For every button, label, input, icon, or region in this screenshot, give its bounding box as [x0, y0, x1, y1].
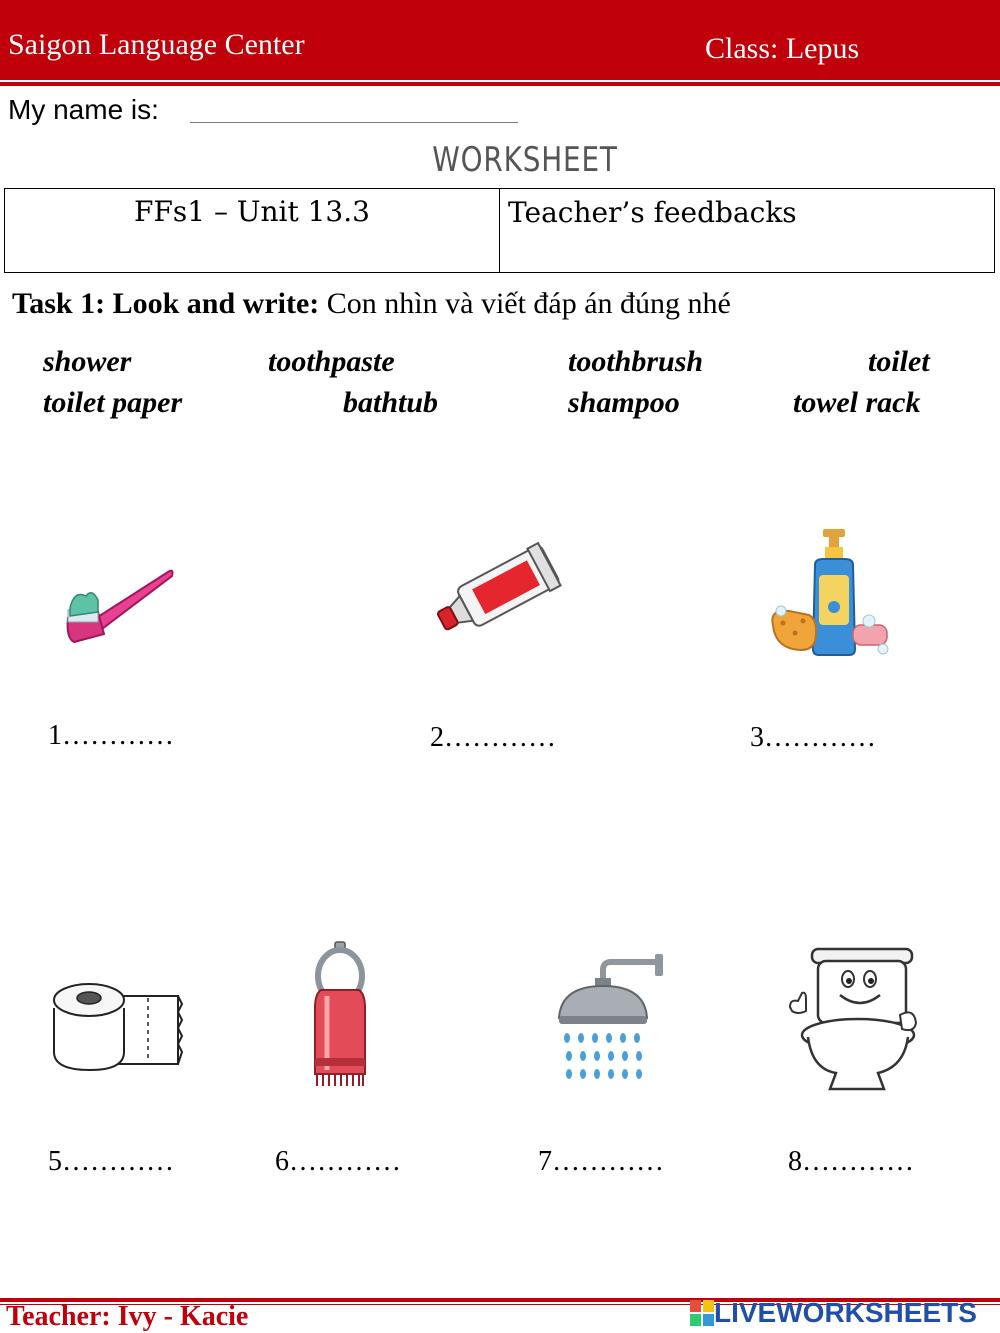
word-bank-item: shower [43, 345, 132, 378]
liveworksheets-logo-text: LIVEWORKSHEETS [714, 1297, 977, 1328]
info-table [4, 188, 995, 273]
toilet-picture [788, 945, 920, 1095]
feedback-cell: Teacher’s feedbacks [508, 196, 797, 229]
word-bank-item: shampoo [568, 386, 680, 419]
teacher-name: Teacher: Ivy - Kacie [6, 1301, 249, 1332]
name-input-line[interactable] [190, 122, 518, 123]
liveworksheets-logo-icon [690, 1300, 714, 1326]
word-bank-item: toilet [868, 345, 930, 378]
answer-blank-7[interactable]: 7………… [538, 1146, 664, 1177]
toothpaste-picture [432, 535, 567, 647]
answer-blank-1[interactable]: 1………… [48, 720, 174, 751]
word-bank-item: towel rack [793, 386, 921, 419]
word-bank-item: bathtub [343, 386, 439, 419]
task-label: Task 1: Look and write: [12, 287, 320, 320]
shampoo-picture [765, 525, 895, 660]
word-bank-item: toilet paper [43, 386, 183, 419]
word-bank-item: toothpaste [268, 345, 395, 378]
center-name: Saigon Language Center [8, 28, 305, 61]
answer-blank-6[interactable]: 6………… [275, 1146, 401, 1177]
task-instruction: Con nhìn và viết đáp án đúng nhé [326, 287, 731, 320]
shower-picture [555, 952, 667, 1084]
toothbrush-picture [50, 560, 180, 655]
name-label: My name is: [8, 94, 159, 125]
unit-cell: FFs1 – Unit 13.3 [5, 189, 500, 272]
towel-rack-picture [305, 940, 375, 1095]
answer-blank-2[interactable]: 2………… [430, 722, 556, 753]
answer-blank-8[interactable]: 8………… [788, 1146, 914, 1177]
word-bank-item: toothbrush [568, 345, 704, 378]
liveworksheets-logo[interactable] [690, 1297, 977, 1329]
worksheet-title: WORKSHEET [432, 140, 618, 180]
answer-blank-3[interactable]: 3………… [750, 722, 876, 753]
header-divider [0, 82, 1000, 86]
class-label: Class: Lepus [705, 32, 860, 65]
answer-blank-5[interactable]: 5………… [48, 1146, 174, 1177]
task-heading [12, 287, 731, 321]
toilet-paper-picture [50, 978, 185, 1080]
